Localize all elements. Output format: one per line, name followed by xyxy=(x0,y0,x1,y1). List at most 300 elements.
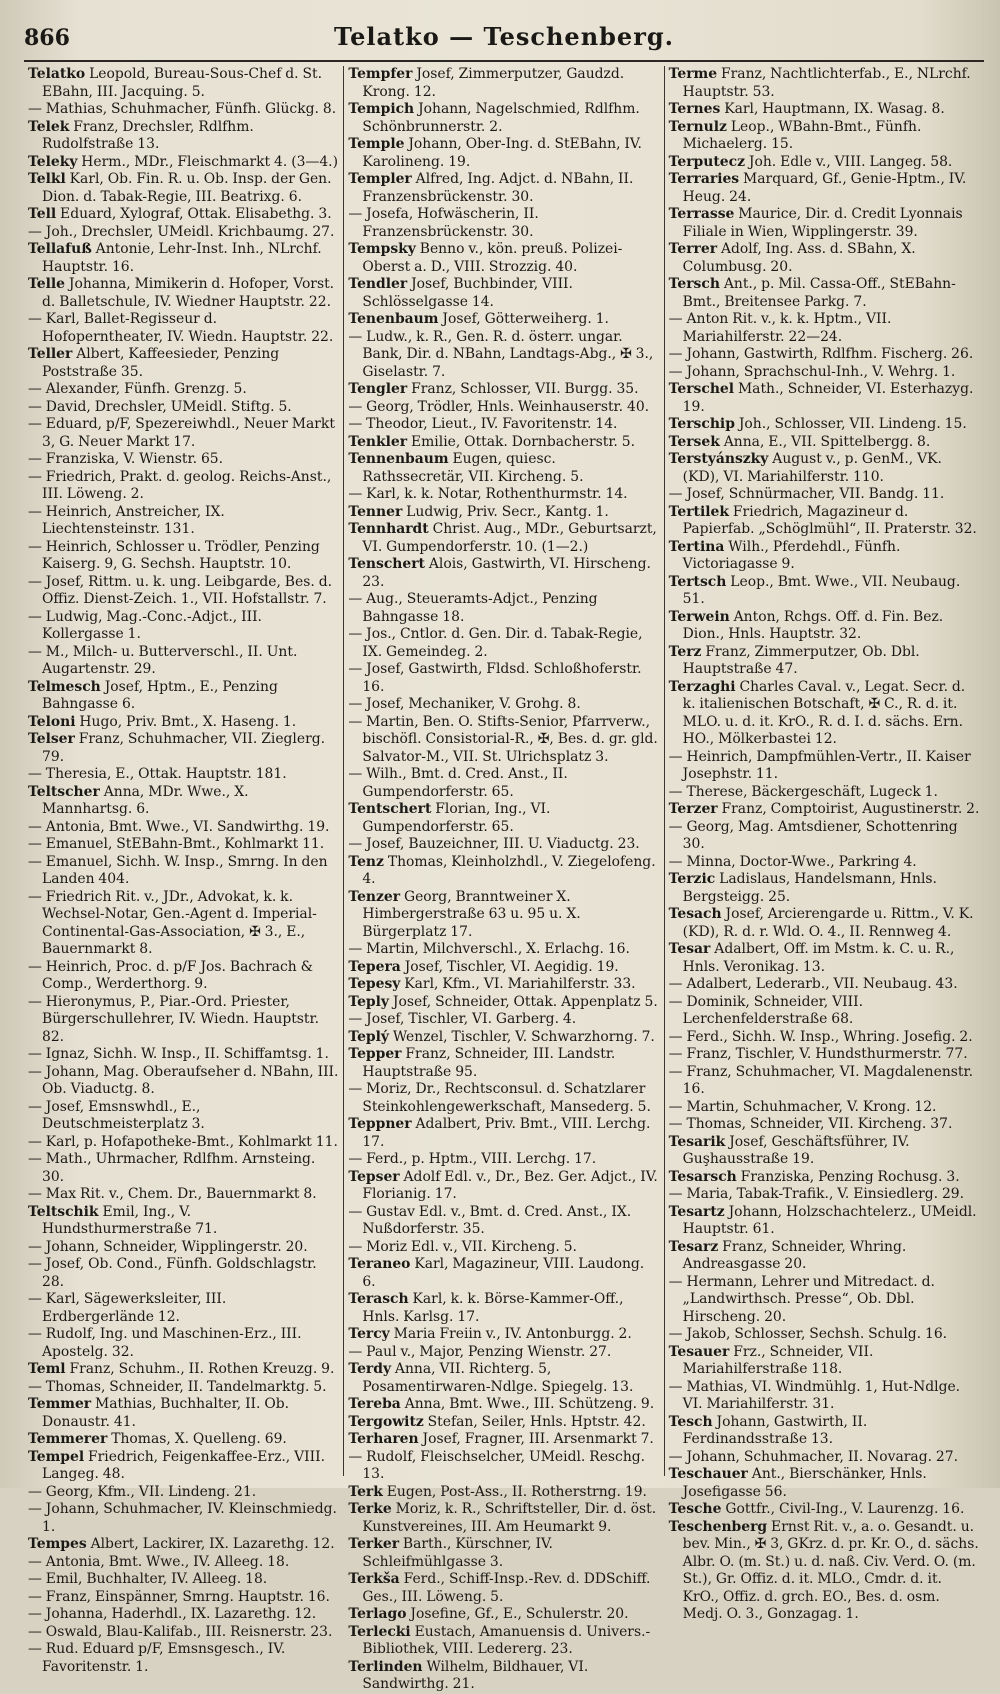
directory-entry xyxy=(669,1239,980,1274)
directory-entry xyxy=(348,241,659,276)
entry-details: Math., Schneider, VI. Esterhazyg. 19. xyxy=(682,381,974,415)
entry-details: Adolf Edl. v., Dr., Bez. Ger. Adjct., IV. Florianig. 17. xyxy=(362,1168,658,1202)
entry-details: — Hieronymus, P., Piar.-Ord. Priester, Bürgerschullehrer, IV. Wiedn. Hauptstr. 82. xyxy=(28,993,320,1045)
entry-details: Karl, k. k. Börse-Kammer-Off., Hnls. Karlsg. 17. xyxy=(362,1291,624,1325)
directory-entry xyxy=(348,836,659,854)
entry-surname: Teltschik xyxy=(28,1203,99,1220)
entry-surname: Terz xyxy=(668,643,702,660)
entry-details: — Johann, Gastwirth, Rdlfhm. Fischerg. 26. xyxy=(668,346,974,362)
entry-details: Adalbert, Priv. Bmt., VIII. Lerchg. 17. xyxy=(362,1116,651,1150)
directory-entry xyxy=(669,609,980,644)
entry-details: — Georg, Trödler, Hnls. Weinhauserstr. 40. xyxy=(348,398,650,415)
directory-entry xyxy=(28,854,339,889)
directory-entry xyxy=(28,1326,339,1361)
entry-details: — Dominik, Schneider, VIII. Lerchenfelderstraße 68. xyxy=(668,993,864,1027)
directory-entry xyxy=(28,154,339,172)
entry-details: — Johann, Schuhmacher, IV. Kleinschmiedg. 1. xyxy=(28,1501,337,1535)
entry-surname: Tennhardt xyxy=(348,521,429,537)
directory-entry xyxy=(28,644,339,679)
entry-details: — Thomas, Schneider, VII. Kircheng. 37. xyxy=(668,1116,953,1132)
directory-entry xyxy=(28,206,339,224)
entry-details: — Ludw., k. R., Gen. R. d. österr. ungar. Bank, Dir. d. NBahn, Landtags-Abg., ✠ 3., Giselastr. 7. xyxy=(348,328,654,380)
directory-entry xyxy=(28,1606,339,1624)
directory-entry xyxy=(28,101,339,119)
directory-entry xyxy=(28,469,339,504)
entry-surname: Terputecz xyxy=(668,153,745,170)
directory-entry xyxy=(669,1414,980,1449)
directory-entry xyxy=(28,171,339,206)
directory-entry xyxy=(669,206,980,241)
entry-details: Wenzel, Tischler, V. Schwarzhorng. 7. xyxy=(388,1028,655,1045)
entry-surname: Tertsch xyxy=(668,573,727,590)
entry-details: — Franz, Schuhmacher, VI. Magdalenenstr. 16. xyxy=(668,1063,974,1097)
entry-details: — Josef, Mechaniker, V. Grohg. 8. xyxy=(348,696,581,712)
page-header xyxy=(24,22,984,62)
entry-surname: Temple xyxy=(348,136,405,152)
entry-details: Franziska, Penzing Rochusg. 3. xyxy=(736,1168,960,1185)
entry-details: — Minna, Doctor-Wwe., Parkring 4. xyxy=(668,853,917,870)
entry-surname: Terk xyxy=(348,1483,383,1500)
directory-entry xyxy=(348,1326,659,1344)
directory-entry xyxy=(348,976,659,994)
directory-entry xyxy=(348,1501,659,1536)
directory-entry xyxy=(28,1151,339,1186)
directory-entry xyxy=(28,381,339,399)
directory-entry xyxy=(348,66,659,101)
directory-entry xyxy=(348,1344,659,1362)
entry-details: — Johanna, Haderhdl., IX. Lazarethg. 12. xyxy=(28,1606,317,1622)
entry-details: Leopold, Bureau-Sous-Chef d. St. EBahn, III. Jacquing. 5. xyxy=(42,66,322,100)
directory-entry xyxy=(28,784,339,819)
directory-entry xyxy=(669,434,980,452)
entry-details: Josefine, Gf., E., Schulerstr. 20. xyxy=(406,1606,629,1622)
entry-details: — Karl, Sägewerksleiter, III. Erdbergerlände 12. xyxy=(28,1291,227,1325)
entry-details: — Josefa, Hofwäscherin, II. Franzensbrückenstr. 30. xyxy=(348,206,539,240)
directory-entry xyxy=(28,399,339,417)
entry-details: — Heinrich, Dampfmühlen-Vertr., II. Kaiser Josephstr. 11. xyxy=(668,748,971,782)
directory-entry xyxy=(348,1414,659,1432)
entry-surname: Tennenbaum xyxy=(348,451,449,467)
entry-details: — Ferd., Sichh. W. Insp., Whring. Josefig. 2. xyxy=(668,1028,973,1045)
entry-surname: Terzer xyxy=(668,801,718,817)
directory-entry xyxy=(669,1466,980,1501)
entry-details: — Rudolf, Fleischselcher, UMeidl. Reschg. 13. xyxy=(348,1448,646,1482)
directory-entry xyxy=(669,539,980,574)
entry-details: Ludwig, Priv. Secr., Kantg. 1. xyxy=(402,503,609,520)
entry-details: — M., Milch- u. Butterverschl., II. Unt. Augartenstr. 29. xyxy=(28,643,298,677)
column-2 xyxy=(343,66,663,1692)
entry-surname: Terharen xyxy=(348,1431,419,1447)
entry-surname: Terdy xyxy=(348,1361,392,1377)
directory-entry xyxy=(28,1379,339,1397)
entry-surname: Tereba xyxy=(348,1396,401,1412)
entry-details: Barth., Kürschner, IV. Schleifmühlgasse 3. xyxy=(362,1536,553,1570)
directory-entry xyxy=(669,976,980,994)
directory-entry xyxy=(669,1134,980,1169)
entry-details: Florian, Ing., VI. Gumpendorferstr. 65. xyxy=(362,801,551,835)
entry-surname: Terzaghi xyxy=(668,678,736,695)
directory-entry xyxy=(348,381,659,399)
directory-entry xyxy=(28,994,339,1047)
entry-details: Karl, Ob. Fin. R. u. Ob. Insp. der Gen. Dion. d. Tabak-Regie, III. Beatrixg. 6. xyxy=(42,171,332,205)
entry-surname: Tesarz xyxy=(668,1238,719,1255)
entry-details: Johann, Gastwirth, II. Ferdinandsstraße 13. xyxy=(682,1413,868,1447)
entry-surname: Ternulz xyxy=(668,118,727,135)
entry-details: — Martin, Milchverschl., X. Erlachg. 16. xyxy=(348,941,630,957)
entry-details: Christ. Aug., MDr., Geburtsarzt, VI. Gumpendorferstr. 10. (1—2.) xyxy=(362,521,657,555)
directory-entry xyxy=(348,171,659,206)
directory-entry xyxy=(669,1029,980,1047)
entry-surname: Tempich xyxy=(348,101,415,117)
entry-surname: Telatko xyxy=(28,66,86,82)
directory-entry xyxy=(28,539,339,574)
directory-entry xyxy=(348,591,659,626)
directory-entry xyxy=(669,1274,980,1327)
entry-details: — Maria, Tabak-Trafik., V. Einsiedlerg. 29. xyxy=(668,1186,965,1202)
entry-details: Johann, Ober-Ing. d. StEBahn, IV. Karolineng. 19. xyxy=(362,136,642,170)
entry-surname: Teller xyxy=(28,346,73,362)
entry-surname: Teleky xyxy=(28,153,78,170)
entry-surname: Tenschert xyxy=(348,556,425,572)
directory-entry xyxy=(669,1116,980,1134)
entry-surname: Terlinden xyxy=(348,1658,423,1675)
entry-surname: Telle xyxy=(28,276,65,292)
entry-details: — Ignaz, Sichh. W. Insp., II. Schiffamtsg. 1. xyxy=(28,1046,329,1062)
entry-details: Anton, Rchgs. Off. d. Fin. Bez. Dion., Hnls. Hauptstr. 32. xyxy=(682,608,944,642)
directory-entry xyxy=(348,889,659,942)
entry-details: — Karl, p. Hofapotheke-Bmt., Kohlmarkt 11. xyxy=(28,1133,338,1150)
directory-entry xyxy=(348,399,659,417)
directory-entry xyxy=(348,1659,659,1694)
entry-details: Albert, Kaffeesieder, Penzing Poststraße 35. xyxy=(42,346,280,380)
directory-entry xyxy=(348,329,659,382)
entry-details: — Ferd., p. Hptm., VIII. Lerchg. 17. xyxy=(348,1151,597,1167)
entry-details: Franz, Nachtlichterfab., E., NLrchf. Hauptstr. 53. xyxy=(682,66,971,100)
entry-surname: Teraneo xyxy=(348,1256,411,1272)
entry-details: Ant., p. Mil. Cassa-Off., StEBahn-Bmt., Breitensee Parkg. 7. xyxy=(682,276,956,310)
directory-entry xyxy=(348,1431,659,1449)
directory-entry xyxy=(28,66,339,101)
entry-surname: Tesche xyxy=(668,1501,722,1517)
directory-entry xyxy=(348,311,659,329)
directory-entry xyxy=(28,679,339,714)
entry-details: — Ludwig, Mag.-Conc.-Adjct., III. Kollergasse 1. xyxy=(28,608,262,642)
entry-surname: Tesach xyxy=(668,906,722,922)
directory-entry xyxy=(28,1291,339,1326)
entry-surname: Terasch xyxy=(348,1291,409,1307)
running-head: Telatko — Teschenberg. xyxy=(334,22,674,51)
entry-surname: Tergowitz xyxy=(348,1413,424,1430)
directory-entry xyxy=(669,1186,980,1204)
entry-details: Ferd., Schiff-Insp.-Rev. d. DDSchiff. Ges., III. Löweng. 5. xyxy=(362,1571,651,1605)
entry-surname: Tentschert xyxy=(348,801,432,817)
entry-details: Friedrich, Magazineur d. Papierfab. „Schöglmühl“, II. Praterstr. 32. xyxy=(682,503,977,537)
entry-details: — Mathias, Schuhmacher, Fünfh. Glückg. 8. xyxy=(28,101,337,117)
entry-details: Josef, Tischler, VI. Aegidig. 19. xyxy=(400,958,619,975)
entry-details: Leop., Bmt. Wwe., VII. Neubaug. 51. xyxy=(682,573,961,607)
directory-entry xyxy=(348,1624,659,1659)
entry-details: — Josef, Emsnswhdl., E., Deutschmeisterplatz 3. xyxy=(28,1098,205,1132)
entry-details: Adalbert, Off. im Mstm. k. C. u. R., Hnls. Veronikag. 13. xyxy=(682,941,955,975)
entry-details: Hugo, Priv. Bmt., X. Haseng. 1. xyxy=(75,713,297,730)
entry-details: — Jos., Cntlor. d. Gen. Dir. d. Tabak-Regie, IX. Gemeindeg. 2. xyxy=(348,626,643,660)
directory-entry xyxy=(669,364,980,382)
entry-details: Emil, Ing., V. Hundsthurmerstraße 71. xyxy=(42,1203,218,1237)
page-number: 866 xyxy=(24,25,70,51)
entry-details: Ladislaus, Handelsmann, Hnls. Bergsteigg. 25. xyxy=(682,871,937,905)
entry-details: — Moriz Edl. v., VII. Kircheng. 5. xyxy=(348,1238,577,1255)
directory-entry xyxy=(669,276,980,311)
directory-entry xyxy=(28,609,339,644)
entry-surname: Tesarsch xyxy=(668,1168,737,1185)
entry-details: Marquard, Gf., Genie-Hptm., IV. Heug. 24. xyxy=(682,171,967,205)
entry-details: Charles Caval. v., Legat. Secr. d. k. italienischen Botschaft, ✠ C., R. d. it. MLO. u. d. it. KrO., R. d. I. d. sächs. Ern. HO., Mölkerbastei 12. xyxy=(682,678,966,747)
entry-details: — Karl, k. k. Notar, Rothenthurmstr. 14. xyxy=(348,486,628,502)
entry-details: — Heinrich, Proc. d. p/F Jos. Bachrach & Comp., Werderthorg. 9. xyxy=(28,958,314,992)
entry-surname: Teltscher xyxy=(28,783,100,800)
directory-entry xyxy=(28,346,339,381)
directory-entry xyxy=(28,1099,339,1134)
entry-surname: Ternes xyxy=(668,101,721,117)
entry-details: Josef, Buchbinder, VIII. Schlösselgasse 14. xyxy=(362,276,573,310)
entry-details: Joh., Schlosser, VII. Lindeng. 15. xyxy=(734,416,967,432)
entry-surname: Terrer xyxy=(668,241,718,257)
entry-details: Anna, VII. Richterg. 5, Posamentirwaren-Ndlge. Spiegelg. 13. xyxy=(362,1361,634,1395)
directory-entry xyxy=(669,1046,980,1064)
entry-details: — Georg, Mag. Amtsdiener, Schottenring 30. xyxy=(668,818,958,852)
directory-entry xyxy=(348,1256,659,1291)
directory-entry xyxy=(348,451,659,486)
entry-details: — Johann, Mag. Oberaufseher d. NBahn, III. Ob. Viaductg. 8. xyxy=(28,1063,339,1097)
entry-details: Albert, Lackirer, IX. Lazarethg. 12. xyxy=(86,1536,335,1552)
directory-entry xyxy=(348,276,659,311)
directory-entry xyxy=(348,661,659,696)
directory-entry xyxy=(669,416,980,434)
directory-entry xyxy=(348,1239,659,1257)
directory-entry xyxy=(669,1449,980,1467)
entry-details: — Emanuel, StEBahn-Bmt., Kohlmarkt 11. xyxy=(28,836,325,852)
directory-entry xyxy=(669,101,980,119)
entry-details: Moriz, k. R., Schriftsteller, Dir. d. öst. Kunstvereines, III. Am Heumarkt 9. xyxy=(362,1501,657,1535)
entry-details: — Adalbert, Lederarb., VII. Neubaug. 43. xyxy=(668,976,958,992)
directory-entry xyxy=(348,994,659,1012)
entry-details: Wilhelm, Bildhauer, VI. Sandwirthg. 21. xyxy=(362,1658,589,1692)
directory-entry xyxy=(669,1379,980,1414)
entry-surname: Tenzer xyxy=(348,888,401,905)
directory-entry xyxy=(28,1134,339,1152)
directory-entry xyxy=(348,556,659,591)
entry-details: — Franziska, V. Wienstr. 65. xyxy=(28,451,224,467)
entry-surname: Tenenbaum xyxy=(348,311,439,327)
directory-entry xyxy=(669,1169,980,1187)
entry-surname: Tercy xyxy=(348,1326,390,1342)
entry-details: — Friedrich Rit. v., JDr., Advokat, k. k. Wechsel-Notar, Gen.-Agent d. Imperial-Continental-Gas-Association, ✠ 3., E., Bauernmarkt 8. xyxy=(28,888,317,957)
entry-details: — Theodor, Lieut., IV. Favoritenstr. 14. xyxy=(348,416,618,432)
directory-entry xyxy=(669,801,980,819)
entry-surname: Tenz xyxy=(348,853,384,870)
directory-entry xyxy=(348,1484,659,1502)
directory-entry xyxy=(28,1571,339,1589)
directory-entry xyxy=(28,224,339,242)
entry-details: — Franz, Einspänner, Smrng. Hauptstr. 16. xyxy=(28,1588,330,1605)
directory-entry xyxy=(669,574,980,609)
entry-surname: Telek xyxy=(28,118,70,135)
directory-entry xyxy=(348,1204,659,1239)
entry-surname: Tertilek xyxy=(668,503,729,520)
entry-details: — Joh., Drechsler, UMeidl. Krichbaumg. 27. xyxy=(28,223,335,240)
directory-entry xyxy=(28,714,339,732)
entry-surname: Tengler xyxy=(348,381,408,397)
entry-details: Josef, Zimmerputzer, Gaudzd. Krong. 12. xyxy=(362,66,625,100)
entry-details: Georg, Branntweiner X. Himbergerstraße 63 u. 95 u. X. Bürgerplatz 17. xyxy=(362,888,581,940)
directory-entry xyxy=(28,1064,339,1099)
directory-entry xyxy=(28,1361,339,1379)
entry-details: — Martin, Ben. O. Stifts-Senior, Pfarrverw., bischöfl. Consistorial-R., ✠, Bes. d. gr. gld. Salvator-M., VII. St. Ulrichsplatz 3. xyxy=(348,713,658,765)
entry-surname: Terlecki xyxy=(348,1623,411,1640)
entry-surname: Terlago xyxy=(348,1606,407,1622)
directory-entry xyxy=(28,1624,339,1642)
directory-entry xyxy=(669,644,980,679)
entry-surname: Terschel xyxy=(668,381,735,397)
entry-details: Eduard, Xylograf, Ottak. Elisabethg. 3. xyxy=(56,206,332,222)
entry-details: — Antonia, Bmt. Wwe., IV. Alleeg. 18. xyxy=(28,1553,290,1570)
directory-entry xyxy=(28,819,339,837)
directory-entry xyxy=(28,416,339,451)
entry-details: — Karl, Ballet-Regisseur d. Hofoperntheater, IV. Wiedn. Hauptstr. 22. xyxy=(28,311,334,345)
entry-details: Eugen, quiesc. Rathssecretär, VII. Kircheng. 5. xyxy=(362,451,584,485)
directory-entry xyxy=(669,154,980,172)
entry-details: Eugen, Post-Ass., II. Rotherstrng. 19. xyxy=(382,1483,647,1500)
entry-details: Benno v., kön. preuß. Polizei-Oberst a. D., VIII. Strozzig. 40. xyxy=(362,241,623,275)
entry-details: — Emil, Buchhalter, IV. Alleeg. 18. xyxy=(28,1571,268,1587)
entry-details: — Wilh., Bmt. d. Cred. Anst., II. Gumpendorferstr. 65. xyxy=(348,766,568,800)
directory-entry xyxy=(348,416,659,434)
entry-details: Ernst Rit. v., a. o. Gesandt. u. bev. Min., ✠ 3, GKrz. d. pr. Kr. O., d. sächs. Albr. O. (m. St.) u. d. naß. Civ. Verd. O. (m. St.), Gr. Offiz. d. it. MLO., Cmdr. d. it. KrO., Offiz. d. grch. EO., Bes. d. osm. Medj. O. 3., Gonzagag. 1. xyxy=(682,1518,979,1622)
directory-entry xyxy=(28,1536,339,1554)
directory-entry xyxy=(348,486,659,504)
directory-entry xyxy=(348,101,659,136)
directory-entry xyxy=(28,1239,339,1257)
entry-details: Mathias, Buchhalter, II. Ob. Donaustr. 41. xyxy=(42,1396,290,1430)
entry-details: Karl, Magazineur, VIII. Laudong. 6. xyxy=(362,1256,645,1290)
entry-surname: Temmer xyxy=(28,1396,92,1412)
directory-entry xyxy=(348,1116,659,1151)
entry-details: Joh. Edle v., VIII. Langeg. 58. xyxy=(744,153,953,170)
entry-details: — Aug., Steueramts-Adjct., Penzing Bahngasse 18. xyxy=(348,591,598,625)
entry-details: Anna, MDr. Wwe., X. Mannhartsg. 6. xyxy=(42,783,249,817)
directory-entry xyxy=(28,836,339,854)
entry-surname: Tepera xyxy=(348,958,401,975)
entry-surname: Tenner xyxy=(348,503,403,520)
directory-entry xyxy=(669,119,980,154)
entry-surname: Teloni xyxy=(28,713,76,730)
entry-surname: Tesauer xyxy=(668,1343,730,1360)
entry-details: — Georg, Kfm., VII. Lindeng. 21. xyxy=(28,1483,257,1500)
entry-surname: Tendler xyxy=(348,276,408,292)
entry-details: Thomas, X. Quelleng. 69. xyxy=(107,1431,287,1447)
entry-details: Josef, Hptm., E., Penzing Bahngasse 6. xyxy=(42,678,278,712)
entry-details: Johann, Nagelschmied, Rdlfhm. Schönbrunnerstr. 2. xyxy=(362,101,640,135)
directory-entry xyxy=(28,574,339,609)
entry-surname: Tempfer xyxy=(348,66,413,82)
entry-details: — David, Drechsler, UMeidl. Stiftg. 5. xyxy=(28,398,292,415)
entry-details: — Math., Uhrmacher, Rdlfhm. Arnsteing. 30. xyxy=(28,1151,316,1185)
columns xyxy=(24,66,984,1692)
directory-entry xyxy=(28,1204,339,1239)
entry-surname: Tesar xyxy=(668,941,711,957)
directory-entry xyxy=(348,1011,659,1029)
directory-entry xyxy=(669,504,980,539)
entry-details: — Josef, Ob. Cond., Fünfh. Goldschlagstr. 28. xyxy=(28,1256,317,1290)
entry-surname: Terwein xyxy=(668,608,730,625)
entry-details: Emilie, Ottak. Dornbacherstr. 5. xyxy=(407,433,636,450)
entry-details: Ant., Bierschänker, Hnls. Josefigasse 56. xyxy=(682,1466,927,1500)
entry-details: — Friedrich, Prakt. d. geolog. Reichs-Anst., III. Löweng. 2. xyxy=(28,468,332,502)
entry-surname: Teml xyxy=(28,1361,66,1377)
entry-details: August v., p. GenM., VK. (KD), VI. Mariahilferstr. 110. xyxy=(682,451,942,485)
directory-entry xyxy=(669,1501,980,1519)
entry-details: Gottfr., Civil-Ing., V. Laurenzg. 16. xyxy=(721,1501,965,1517)
directory-entry xyxy=(669,906,980,941)
entry-surname: Terzic xyxy=(668,871,716,887)
entry-surname: Tersch xyxy=(668,276,720,292)
entry-details: Franz, Schlosser, VII. Burgg. 35. xyxy=(407,381,639,397)
entry-details: Anna, Bmt. Wwe., III. Schützeng. 9. xyxy=(400,1396,655,1412)
entry-details: Anna, E., VII. Spittelbergg. 8. xyxy=(719,433,931,450)
entry-surname: Temmerer xyxy=(28,1431,108,1447)
entry-surname: Teschauer xyxy=(668,1466,748,1482)
directory-entry xyxy=(28,1484,339,1502)
entry-details: Friedrich, Feigenkaffee-Erz., VIII. Langeg. 48. xyxy=(42,1448,326,1482)
entry-surname: Telkl xyxy=(28,171,66,187)
entry-details: — Johann, Schuhmacher, II. Novarag. 27. xyxy=(668,1448,959,1465)
entry-details: Johann, Holzschachtelerz., UMeidl. Hauptstr. 61. xyxy=(682,1203,977,1237)
entry-details: — Antonia, Bmt. Wwe., VI. Sandwirthg. 19. xyxy=(28,818,330,835)
entry-details: — Rudolf, Ing. und Maschinen-Erz., III. Apostelg. 32. xyxy=(28,1326,302,1360)
entry-details: — Heinrich, Anstreicher, IX. Liechtensteinstr. 131. xyxy=(28,503,225,537)
entry-surname: Teppner xyxy=(348,1116,412,1132)
entry-surname: Tepesy xyxy=(348,976,401,992)
directory-entry xyxy=(669,381,980,416)
directory-entry xyxy=(669,346,980,364)
directory-entry xyxy=(348,696,659,714)
directory-entry xyxy=(28,241,339,276)
column-3 xyxy=(664,66,984,1622)
entry-details: Josef, Götterweiherg. 1. xyxy=(438,311,609,327)
directory-entry xyxy=(28,311,339,346)
entry-details: — Johann, Sprachschul-Inh., V. Wehrg. 1. xyxy=(668,363,956,380)
directory-entry xyxy=(348,206,659,241)
directory-entry xyxy=(669,871,980,906)
entry-details: — Alexander, Fünfh. Grenzg. 5. xyxy=(28,381,247,397)
entry-details: Leop., WBahn-Bmt., Fünfh. Michaelerg. 15. xyxy=(682,118,922,152)
entry-details: — Moriz, Dr., Rechtsconsul. d. Schatzlarer Steinkohlengewerkschaft, Mansederg. 5. xyxy=(348,1081,651,1115)
entry-surname: Terkša xyxy=(348,1571,400,1587)
directory-entry xyxy=(669,679,980,749)
directory-entry xyxy=(28,1186,339,1204)
directory-entry xyxy=(348,1081,659,1116)
directory-entry xyxy=(348,1151,659,1169)
directory-entry xyxy=(348,504,659,522)
directory-entry xyxy=(669,1344,980,1379)
directory-entry xyxy=(28,119,339,154)
entry-details: Franz, Schneider, III. Landstr. Hauptstraße 95. xyxy=(362,1046,616,1080)
directory-entry xyxy=(28,1641,339,1676)
entry-details: — Josef, Schnürmacher, VII. Bandg. 11. xyxy=(668,486,945,502)
directory-entry xyxy=(348,1169,659,1204)
directory-entry xyxy=(348,959,659,977)
column-1 xyxy=(24,66,343,1675)
